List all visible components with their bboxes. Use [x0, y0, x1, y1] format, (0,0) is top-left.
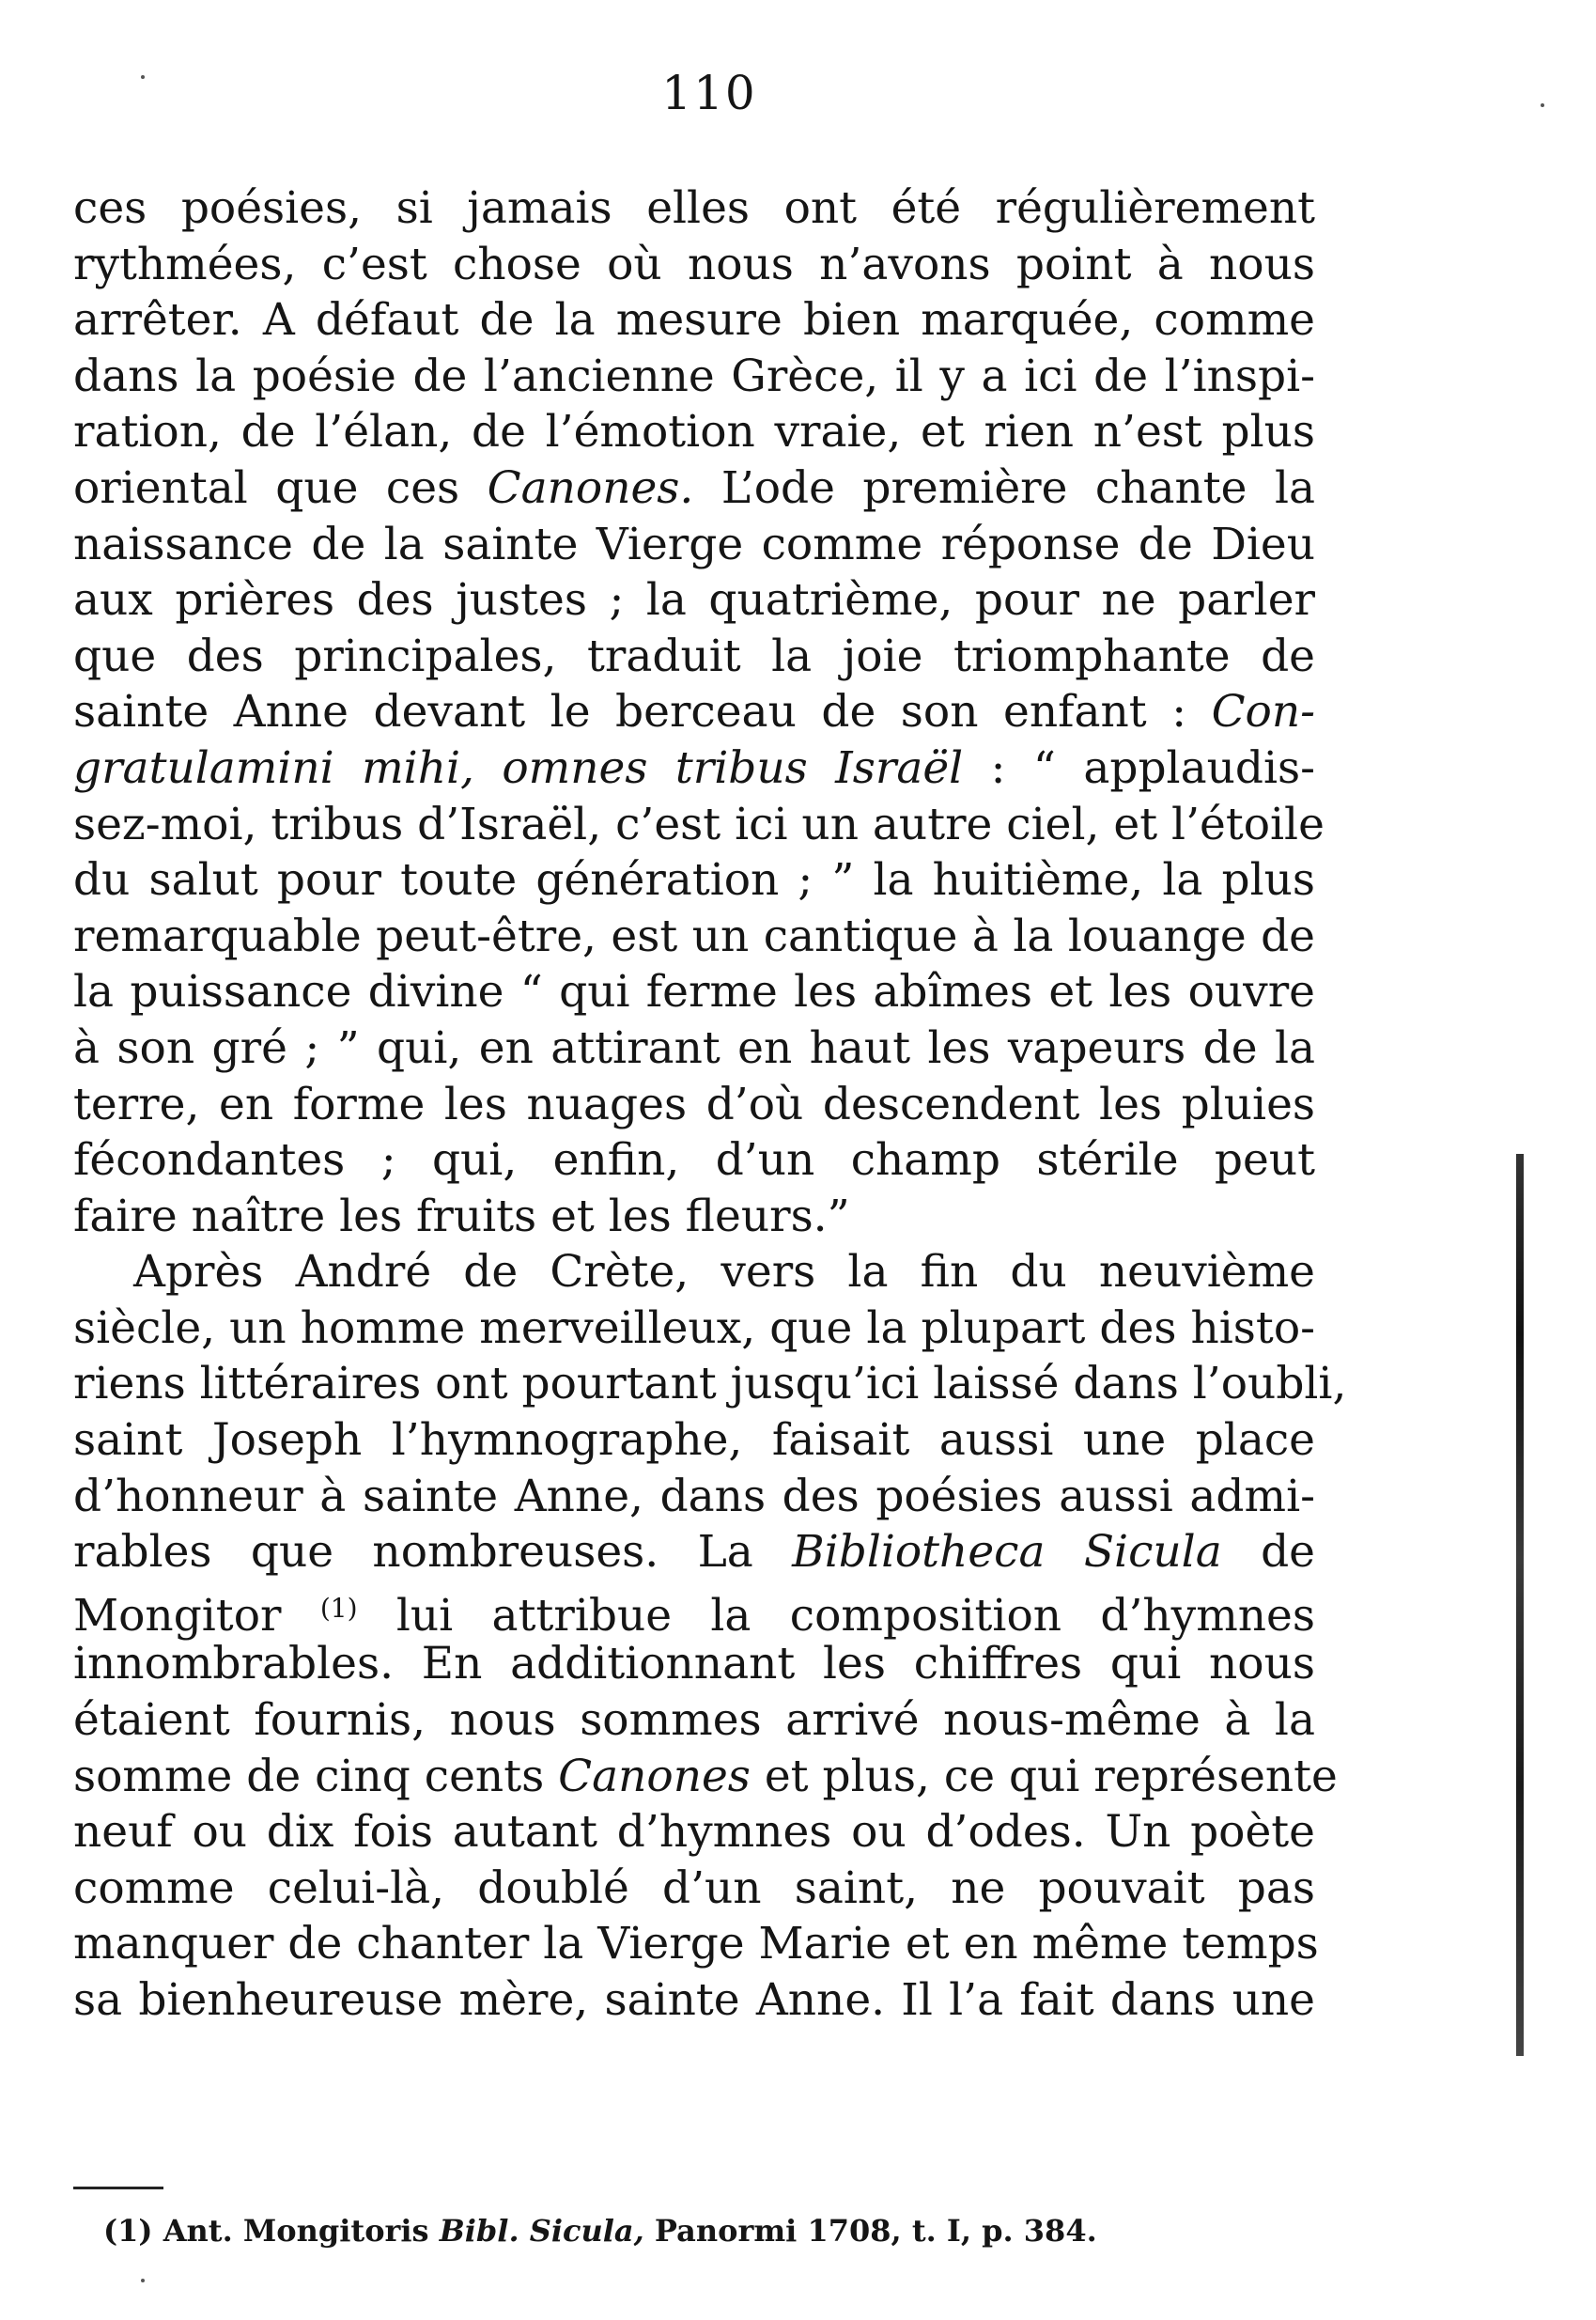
text-segment: aux prières des justes ; la quatrième, pour ne parler	[73, 574, 1315, 627]
text-line	[73, 237, 1315, 293]
text-segment: rables que nombreuses. La	[73, 1526, 793, 1579]
text-line	[73, 1356, 1347, 1412]
text-line	[73, 1972, 1315, 2029]
text-segment: : “ applaudis-	[963, 741, 1315, 794]
text-segment: L’ode première chante la	[693, 461, 1315, 514]
text-segment: rythmées, c’est chose où nous n’avons point à nous	[73, 238, 1315, 290]
text-line	[73, 1916, 1319, 1972]
text-segment: à son gré ; ” qui, en attirant en haut les vapeurs de la	[73, 1021, 1315, 1074]
text-segment: du salut pour toute génération ; ” la huitième, la plus	[73, 854, 1315, 907]
text-segment: somme de cinq cents	[73, 1750, 559, 1802]
page-speck	[141, 2279, 145, 2282]
text-line	[73, 1412, 1315, 1469]
text-segment: la puissance divine “ qui ferme les abîmes et les ouvre	[73, 966, 1315, 1019]
text-line	[73, 1524, 1315, 1580]
text-line	[73, 517, 1315, 573]
text-segment: saint Joseph l’hymnographe, faisait aussi une place	[73, 1414, 1315, 1467]
text-segment: sez-moi, tribus d’Israël, c’est ici un autre ciel, et l’étoile	[73, 798, 1325, 850]
footnote-rule	[73, 2187, 163, 2189]
text-line	[73, 460, 1315, 517]
text-line	[73, 1692, 1315, 1749]
text-line	[73, 1580, 1315, 1642]
text-segment: Bibliotheca Sicula	[792, 1526, 1222, 1579]
text-segment: étaient fournis, nous sommes arrivé nous-même à la	[73, 1694, 1315, 1747]
text-segment: fécondantes ; qui, enfin, d’un champ stérile peut	[73, 1134, 1315, 1187]
text-segment: remarquable peut-être, est un cantique à la louange de	[73, 910, 1315, 962]
text-segment: dans la poésie de l’ancienne Grèce, il y a ici de l’inspi-	[73, 350, 1315, 402]
text-segment: Après André de Crète, vers la fin du neuvième	[133, 1246, 1315, 1299]
text-line	[73, 1244, 1315, 1300]
text-line	[73, 740, 1315, 797]
text-segment: neuf ou dix fois autant d’hymnes ou d’odes. Un poète	[73, 1806, 1315, 1859]
footnote	[103, 2213, 1325, 2249]
text-line	[73, 797, 1325, 853]
text-segment: oriental que ces	[73, 461, 488, 514]
text-segment: ration, de l’élan, de l’émotion vraie, et rien n’est plus	[73, 406, 1315, 459]
text-segment: Mongitor	[73, 1589, 320, 1642]
text-segment: innombrables. En additionnant les chiffres qui nous	[73, 1638, 1315, 1690]
text-segment: sainte Anne devant le berceau de son enfant :	[73, 686, 1212, 739]
text-line	[73, 909, 1315, 965]
text-segment: Con-	[1211, 686, 1315, 739]
text-line	[73, 349, 1315, 405]
text-segment: riens littéraires ont pourtant jusqu’ici laissé dans l’oubli,	[73, 1358, 1347, 1410]
text-segment: Canones	[558, 1750, 751, 1802]
text-line	[73, 1077, 1315, 1133]
text-segment: Bibl. Sicula,	[439, 2213, 644, 2249]
text-segment: manquer de chanter la Vierge Marie et en même temps	[73, 1918, 1319, 1970]
text-line	[73, 1861, 1315, 1917]
text-segment: gratulamini mihi, omnes tribus Israël	[73, 741, 964, 794]
text-line	[73, 404, 1315, 460]
text-segment: siècle, un homme merveilleux, que la plupart des histo-	[73, 1301, 1315, 1354]
text-segment: lui attribue la composition d’hymnes	[357, 1589, 1315, 1642]
text-segment: (1) Ant. Mongitoris	[103, 2213, 440, 2249]
text-segment: (1)	[319, 1592, 358, 1624]
text-segment: et plus, ce qui représente	[750, 1750, 1338, 1802]
text-segment: Canones.	[487, 461, 694, 514]
text-segment: comme celui-là, doublé d’un saint, ne pouvait pas	[73, 1861, 1315, 1914]
text-line	[73, 1020, 1315, 1077]
body-text	[73, 180, 1347, 2029]
text-line	[73, 1804, 1315, 1861]
text-segment: sa bienheureuse mère, sainte Anne. Il l’a fait dans une	[73, 1974, 1315, 2026]
page-number: 110	[661, 66, 757, 120]
text-segment: Panormi 1708, t. I, p. 384.	[643, 2213, 1097, 2249]
text-segment: de	[1221, 1526, 1315, 1579]
text-line	[73, 1132, 1315, 1189]
text-line	[73, 292, 1315, 349]
text-segment: faire naître les fruits et les fleurs.”	[73, 1190, 850, 1242]
text-segment: arrêter. A défaut de la mesure bien marquée, comme	[73, 294, 1315, 347]
text-line	[73, 629, 1315, 685]
text-line	[73, 1189, 1315, 1245]
margin-bar	[1516, 1154, 1524, 2056]
text-line	[73, 1749, 1338, 1805]
text-segment: d’honneur à sainte Anne, dans des poésies aussi admi-	[73, 1470, 1315, 1522]
page-speck	[141, 75, 145, 79]
text-line	[73, 1469, 1315, 1525]
text-segment: ces poésies, si jamais elles ont été régulièrement	[73, 182, 1315, 234]
text-line	[73, 964, 1315, 1020]
text-line	[73, 572, 1315, 629]
text-line	[73, 852, 1315, 909]
text-line	[73, 1636, 1315, 1692]
text-line	[73, 180, 1315, 237]
text-line	[73, 684, 1315, 740]
text-segment: terre, en forme les nuages d’où descendent les pluies	[73, 1078, 1315, 1130]
text-line	[73, 1300, 1315, 1357]
text-segment: naissance de la sainte Vierge comme réponse de Dieu	[73, 518, 1315, 570]
page-speck	[1541, 103, 1544, 107]
text-segment: que des principales, traduit la joie triomphante de	[73, 630, 1315, 682]
